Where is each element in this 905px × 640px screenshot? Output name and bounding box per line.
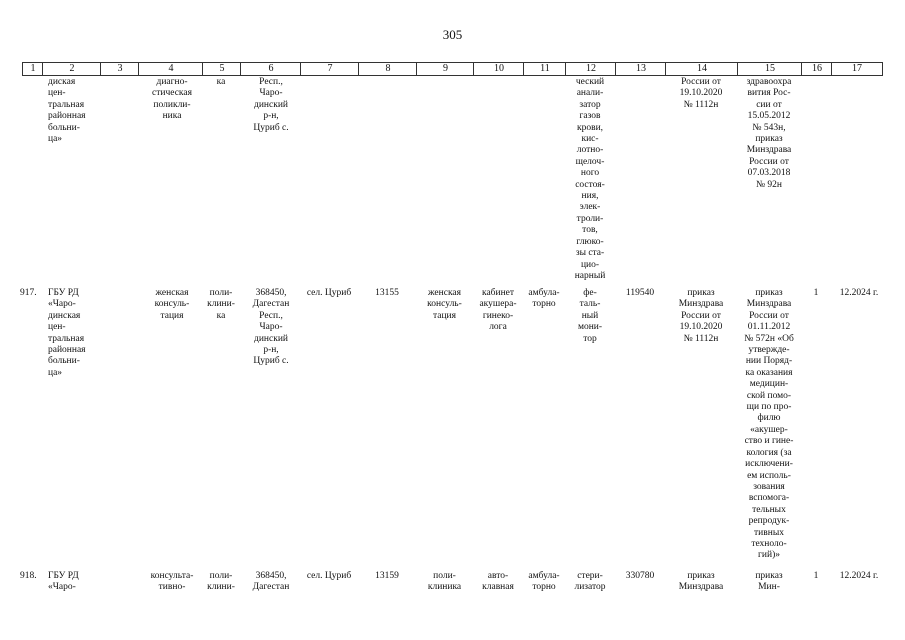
row-917-standard: приказ Минздрава России от 01.11.2012 № 572н «Об утвержде- нии Поряд- ка оказания медицин- ской помо- щи по про- филю «акушер- ство и гине- кология (за исключени- ем исполь- зования вспомога- тельных репродук- тивных техноло- гий)» — [744, 288, 794, 561]
page-number: 305 — [442, 27, 463, 42]
row-917-care-form: амбула- торно — [528, 288, 560, 310]
row-917-locality: сел. Цуриб — [306, 288, 352, 298]
row-918-order: приказ Минздрава — [678, 571, 724, 593]
column-header-3: 3 — [100, 62, 139, 76]
row-918-equipment: стери- лизатор — [574, 571, 606, 593]
row-918-locality: сел. Цуриб — [306, 571, 352, 581]
row-917-address: 368450, Дагестан Респ., Чаро- динский р-н, Цуриб с. — [252, 288, 290, 367]
column-header-11: 11 — [523, 62, 566, 76]
cont-col15: здравоохра вития Рос- сии от 15.05.2012 № 543н, приказ Минздрава России от 07.03.2018 № 92н — [746, 77, 792, 190]
row-917-order: приказ Минздрава России от 19.10.2020 № 1112н — [678, 288, 724, 344]
row-917-unit: женская консуль- тация — [154, 288, 190, 321]
row-917-equipment-code: 119540 — [625, 288, 655, 298]
row-917-date: 12.2024 г. — [839, 288, 879, 298]
column-header-5: 5 — [202, 62, 241, 76]
column-header-2: 2 — [42, 62, 101, 76]
column-header-16: 16 — [801, 62, 832, 76]
cont-col14: России от 19.10.2020 № 1112н — [679, 77, 723, 110]
row-918-unit-type: поли- клини- — [207, 571, 235, 593]
row-917-equipment: фе- таль- ный мони- тор — [577, 288, 603, 344]
row-917-code: 13155 — [375, 288, 399, 298]
cont-col5: ка — [216, 77, 226, 87]
row-918-organization: ГБУ РД «Чаро- — [48, 571, 79, 593]
column-header-4: 4 — [138, 62, 203, 76]
row-918-care-form: амбула- торно — [528, 571, 560, 593]
column-header-13: 13 — [615, 62, 666, 76]
row-918-number: 918. — [20, 571, 37, 581]
row-917-room: кабинет акушера- гинеко- лога — [479, 288, 517, 333]
cont-col6: Респ., Чаро- динский р-н, Цуриб с. — [253, 77, 289, 133]
column-header-14: 14 — [665, 62, 738, 76]
row-918-standard: приказ Мин- — [755, 571, 783, 593]
cont-col12: ческий анали- затор газов крови, кис- лотно- щелоч- ного состоя- ния, элек- троли- тов, глюко- зы ста- цио- нарный — [574, 77, 606, 281]
column-header-8: 8 — [358, 62, 417, 76]
row-918-code: 13159 — [375, 571, 399, 581]
column-header-15: 15 — [737, 62, 802, 76]
row-917-department: женская консуль- тация — [427, 288, 462, 321]
row-918-date: 12.2024 г. — [839, 571, 879, 581]
row-917-unit-type: поли- клини- ка — [207, 288, 235, 321]
cont-col2: диская цен- тральная районная больни- ца» — [48, 77, 86, 145]
row-918-department: поли- клиника — [427, 571, 462, 593]
row-918-equipment-code: 330780 — [625, 571, 655, 581]
row-917-number: 917. — [20, 288, 37, 298]
column-header-6: 6 — [240, 62, 301, 76]
row-917-organization: ГБУ РД «Чаро- динская цен- тральная районная больни- ца» — [48, 288, 86, 378]
column-header-1: 1 — [22, 62, 43, 76]
column-header-17: 17 — [831, 62, 883, 76]
column-header-12: 12 — [565, 62, 616, 76]
row-918-unit: консульта- тивно- — [150, 571, 194, 593]
row-918-quantity: 1 — [813, 571, 819, 581]
cont-col4: диагно- стическая поликли- ника — [152, 77, 192, 122]
column-header-10: 10 — [473, 62, 524, 76]
row-918-room: авто- клавная — [482, 571, 514, 593]
column-header-7: 7 — [300, 62, 359, 76]
row-917-quantity: 1 — [813, 288, 819, 298]
column-header-9: 9 — [416, 62, 474, 76]
row-918-address: 368450, Дагестан — [252, 571, 290, 593]
